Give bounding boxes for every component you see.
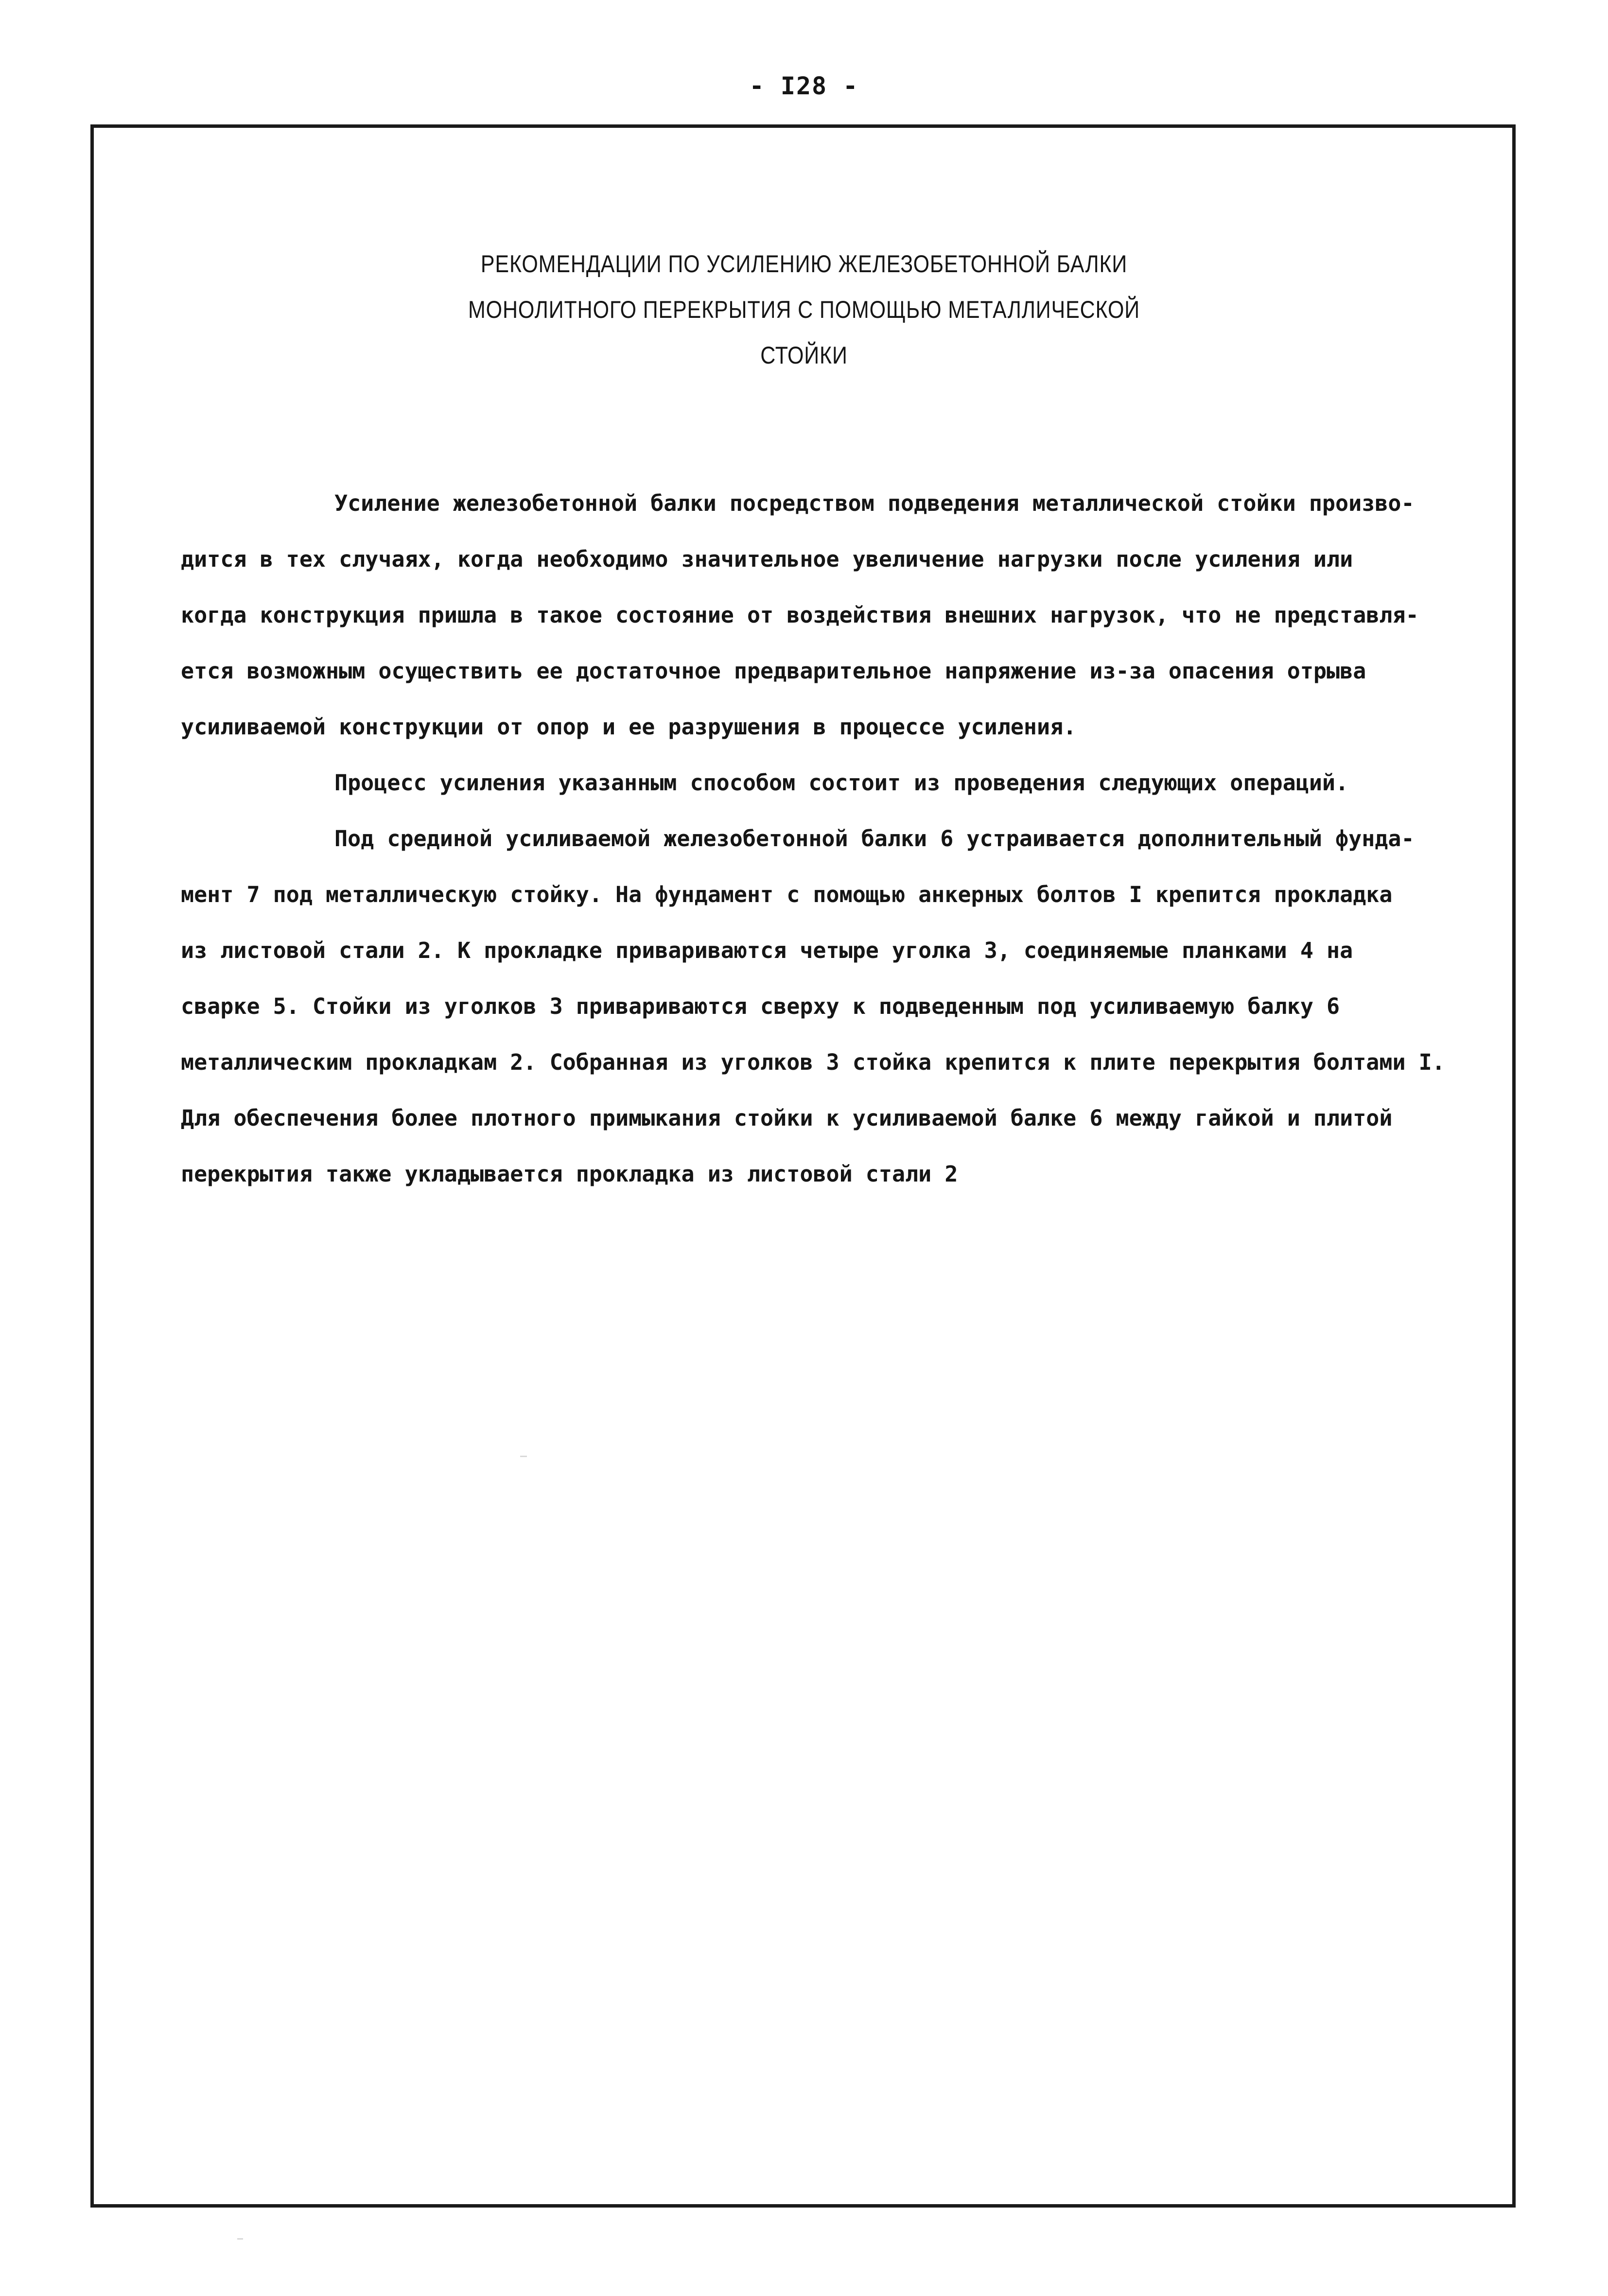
text-line: мент 7 под металлическую стойку. На фундамент с помощью анкерных болтов I крепится прокладка	[181, 882, 1393, 907]
scan-speck	[237, 2238, 243, 2240]
text-line: Усиление железобетонной балки посредством подведения металлической стойки произво-	[334, 490, 1415, 516]
page-number: - I28 -	[749, 72, 859, 100]
text-line: из листовой стали 2. К прокладке привариваются четыре уголка 3, соединяемые планками 4 на	[181, 938, 1353, 963]
text-line: дится в тех случаях, когда необходимо значительное увеличение нагрузки после усиления или	[181, 546, 1353, 572]
title-line: РЕКОМЕНДАЦИИ ПО УСИЛЕНИЮ ЖЕЛЕЗОБЕТОННОЙ БАЛКИ	[480, 250, 1128, 278]
text-line: Процесс усиления указанным способом состоит из проведения следующих операций.	[334, 770, 1349, 796]
text-line: когда конструкция пришла в такое состояние от воздействия внешних нагрузок, что не представля-	[181, 602, 1419, 628]
document-title	[113, 241, 1496, 378]
text-line: Под срединой усиливаемой железобетонной балки 6 устраивается дополнительный фунда-	[334, 826, 1415, 852]
title-line: МОНОЛИТНОГО ПЕРЕКРЫТИЯ С ПОМОЩЬЮ МЕТАЛЛИЧЕСКОЙ	[468, 296, 1140, 323]
text-line: Для обеспечения более плотного примыкания стойки к усиливаемой балке 6 между гайкой и плитой	[181, 1105, 1393, 1131]
scan-speck	[520, 1456, 527, 1457]
title-line: СТОЙКИ	[760, 342, 848, 369]
text-line: перекрытия также укладывается прокладка из листовой стали 2	[181, 1161, 958, 1187]
text-line: ется возможным осуществить ее достаточное предварительное напряжение из-за опасения отрыва	[181, 658, 1366, 684]
text-line: металлическим прокладкам 2. Собранная из уголков 3 стойка крепится к плите перекрытия болтами I.	[181, 1049, 1445, 1075]
text-line: сварке 5. Стойки из уголков 3 привариваются сверху к подведенным под усиливаемую балку 6	[181, 993, 1340, 1019]
text-line: усиливаемой конструкции от опор и ее разрушения в процессе усиления.	[181, 714, 1077, 740]
body-text	[181, 475, 1484, 1202]
